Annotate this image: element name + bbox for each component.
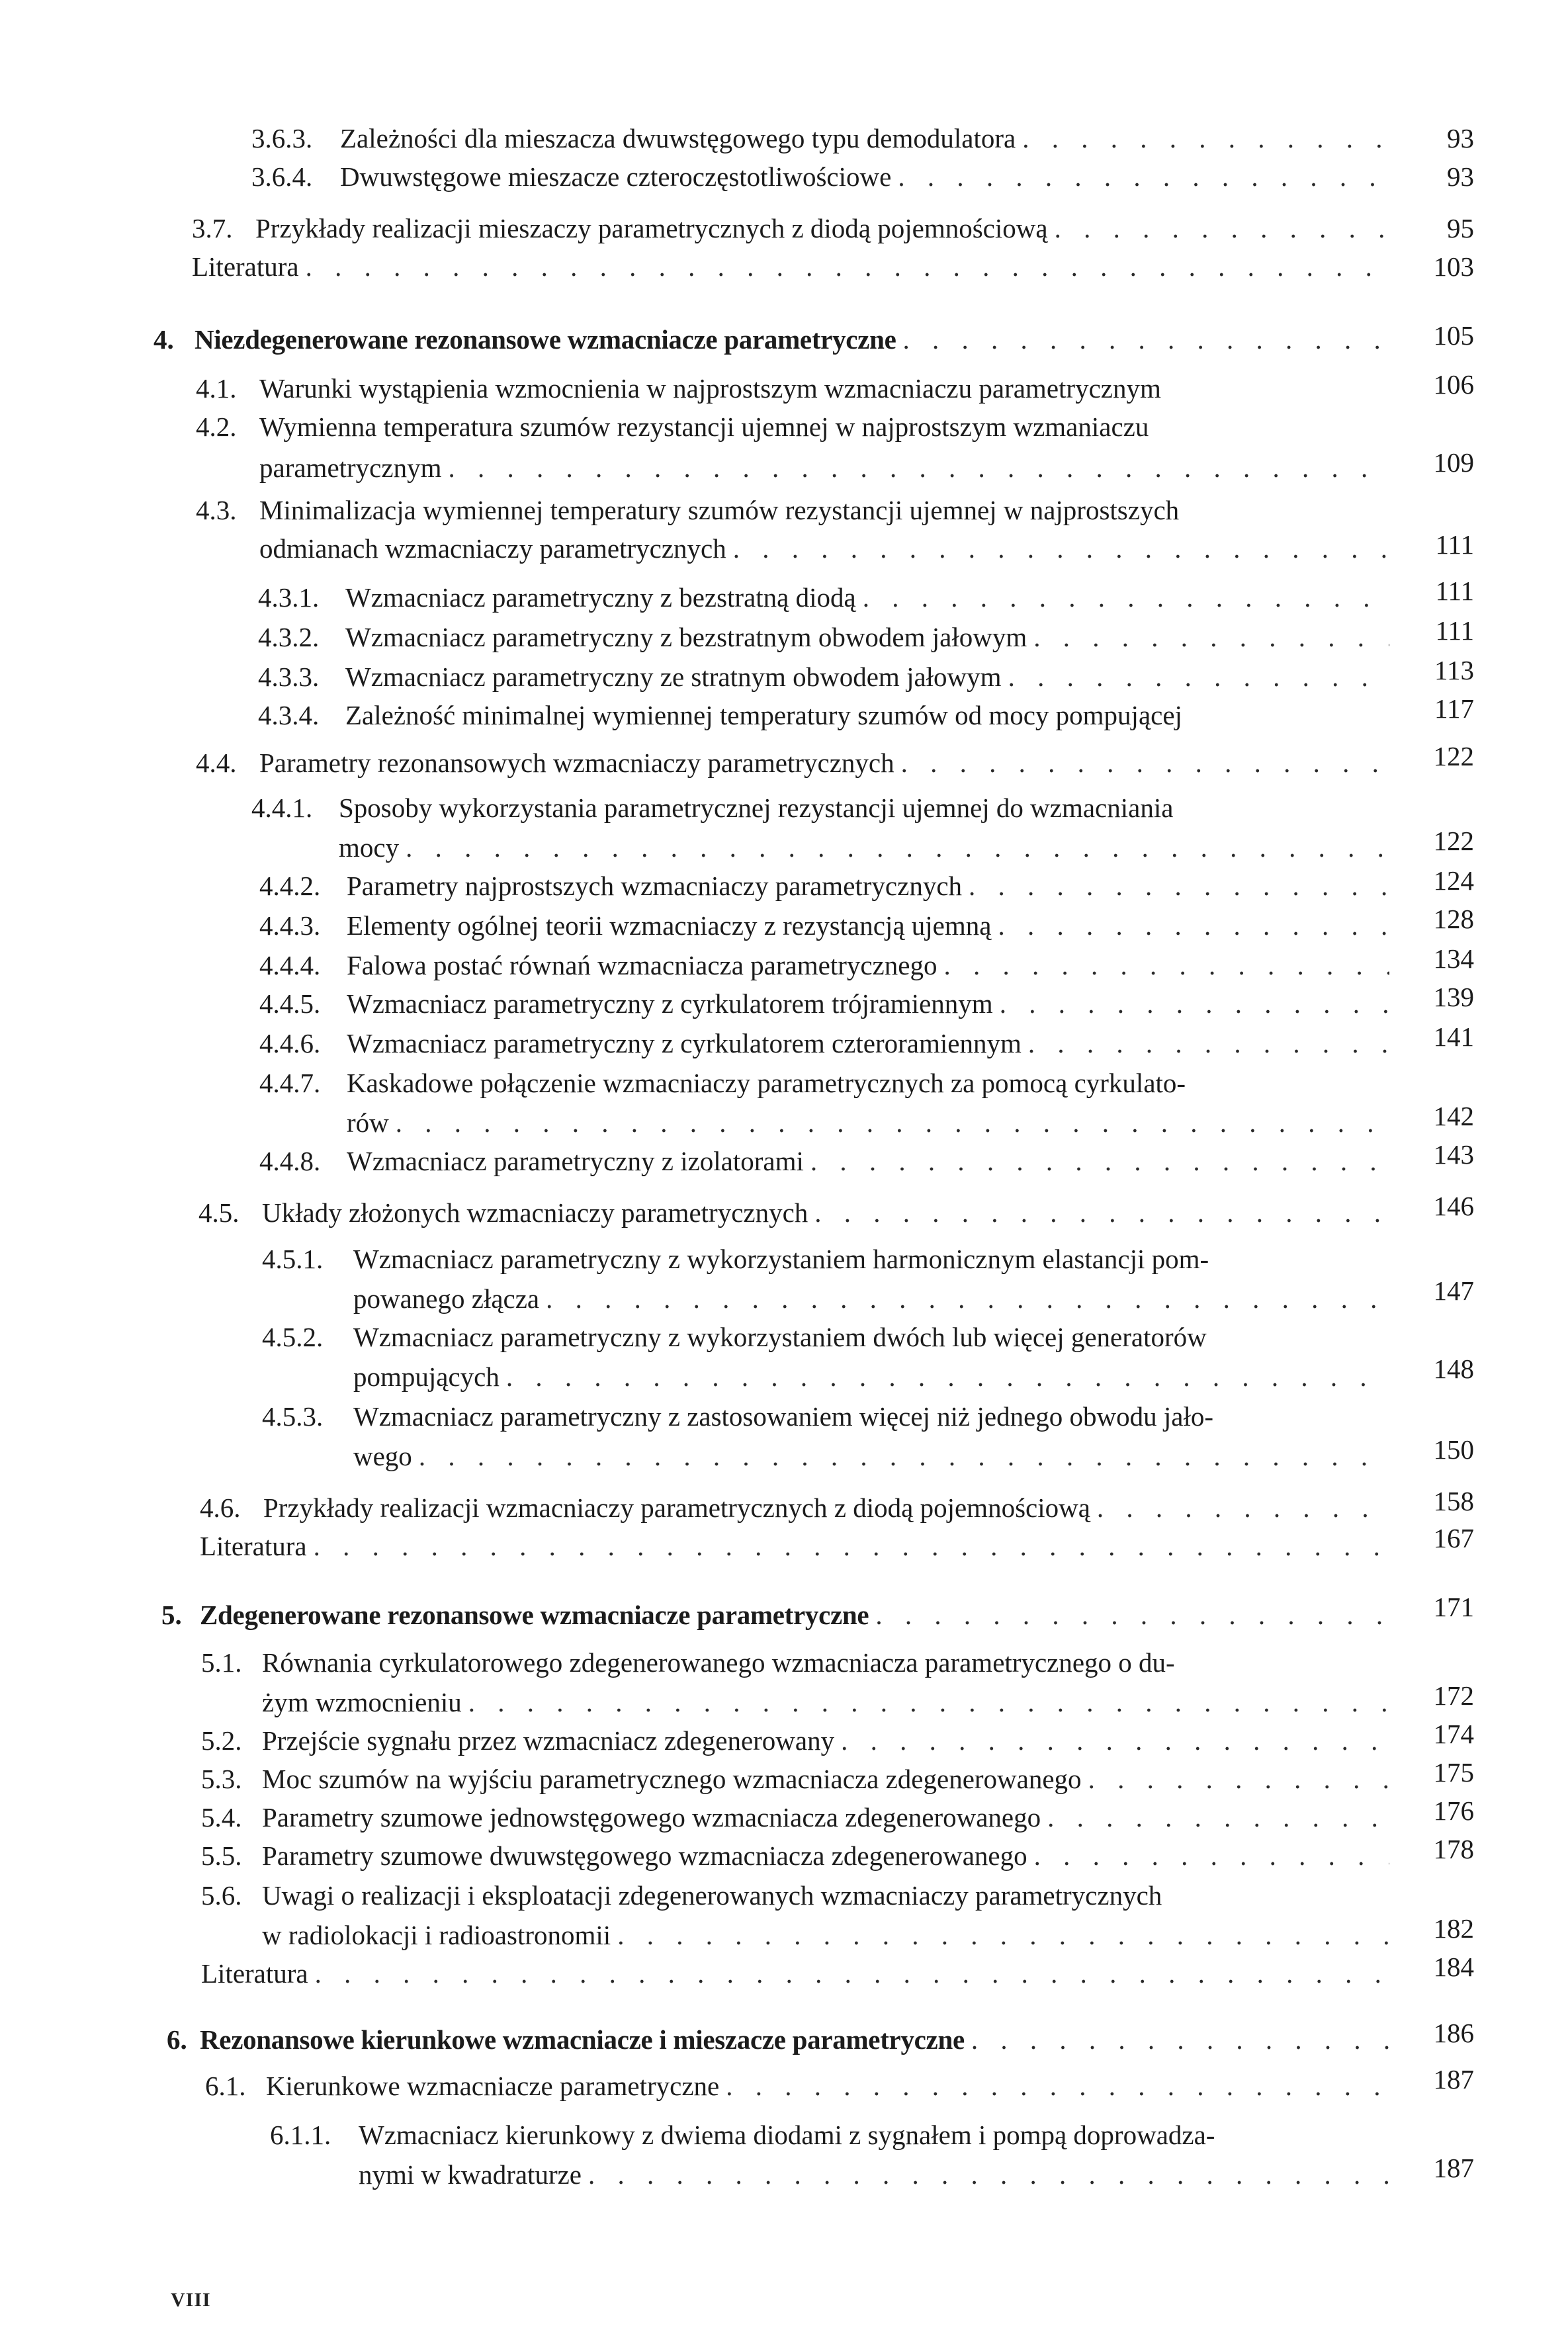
entry-title: Parametry najprostszych wzmacniaczy parametrycznych bbox=[347, 871, 963, 901]
entry-number: 4.4.5. bbox=[259, 988, 321, 1019]
entry-number: 3.7. bbox=[192, 213, 233, 243]
entry-title: Falowa postać równań wzmacniacza parametrycznego bbox=[347, 950, 937, 980]
entry-page: 122 bbox=[1433, 741, 1474, 771]
toc-entry-continuation bbox=[353, 1283, 1389, 1314]
entry-title-continuation: rów bbox=[347, 1107, 389, 1138]
toc-entry bbox=[201, 1880, 1389, 1911]
entry-number: 4.4. bbox=[196, 748, 237, 778]
entry-title: Zależności dla mieszacza dwuwstęgowego typu demodulatora bbox=[340, 123, 1016, 153]
leader-dots bbox=[863, 582, 1389, 613]
entry-page: 109 bbox=[1433, 447, 1474, 478]
entry-title-continuation: żym wzmocnieniu bbox=[262, 1687, 462, 1717]
leader-dots bbox=[546, 1283, 1389, 1314]
entry-title: Wzmacniacz parametryczny z izolatorami bbox=[347, 1146, 804, 1176]
entry-page: 111 bbox=[1435, 576, 1474, 606]
entry-number: 4.4.7. bbox=[259, 1068, 321, 1098]
entry-page: 174 bbox=[1433, 1719, 1474, 1749]
toc-entry bbox=[196, 495, 1389, 525]
toc-entry bbox=[258, 662, 1389, 692]
toc-entry bbox=[262, 1322, 1389, 1352]
toc-entry-continuation bbox=[339, 832, 1389, 863]
leader-dots bbox=[1088, 1764, 1389, 1794]
entry-number: 4.4.8. bbox=[259, 1146, 321, 1176]
entry-title-continuation: parametrycznym bbox=[259, 453, 442, 483]
entry-page: 139 bbox=[1433, 982, 1474, 1012]
toc-entry bbox=[259, 1068, 1389, 1098]
leader-dots bbox=[1000, 988, 1389, 1019]
entry-page: 150 bbox=[1433, 1434, 1474, 1465]
entry-title: Elementy ogólnej teorii wzmacniaczy z rezystancją ujemną bbox=[347, 910, 992, 941]
entry-title: Przejście sygnału przez wzmacniacz zdegenerowany bbox=[262, 1725, 835, 1756]
entry-page: 187 bbox=[1433, 2064, 1474, 2094]
leader-dots bbox=[396, 1107, 1389, 1138]
leader-dots bbox=[971, 2024, 1389, 2055]
entry-number: 4.3.4. bbox=[258, 700, 320, 730]
leader-dots bbox=[1033, 622, 1389, 652]
entry-page: 141 bbox=[1433, 1021, 1474, 1052]
toc-entry bbox=[196, 411, 1389, 442]
entry-title: Dwuwstęgowe mieszacze czteroczęstotliwościowe bbox=[340, 161, 892, 192]
toc-entry bbox=[262, 1244, 1389, 1274]
leader-dots bbox=[901, 748, 1389, 778]
leader-dots bbox=[419, 1441, 1389, 1471]
leader-dots bbox=[733, 533, 1389, 564]
toc-entry bbox=[251, 123, 1389, 153]
toc-chapter bbox=[167, 2024, 1389, 2055]
entry-title: Literatura bbox=[201, 1958, 308, 1989]
toc-entry bbox=[270, 2120, 1389, 2150]
toc-entry bbox=[201, 1840, 1389, 1871]
entry-number: 4.3.2. bbox=[258, 622, 320, 652]
leader-dots bbox=[1055, 213, 1389, 243]
entry-page: 122 bbox=[1433, 826, 1474, 856]
entry-title-continuation: mocy bbox=[339, 832, 400, 863]
entry-page: 134 bbox=[1433, 943, 1474, 974]
entry-number: 6.1. bbox=[205, 2071, 246, 2101]
entry-title: Kierunkowe wzmacniacze parametryczne bbox=[266, 2071, 720, 2101]
entry-page: 148 bbox=[1433, 1354, 1474, 1384]
toc-entry bbox=[251, 793, 1389, 823]
entry-title: Wzmacniacz parametryczny z wykorzystaniem harmonicznym elastancji pom- bbox=[353, 1244, 1209, 1274]
toc-entry bbox=[201, 1802, 1389, 1833]
leader-dots bbox=[943, 950, 1389, 980]
entry-page: 143 bbox=[1433, 1139, 1474, 1170]
entry-page: 171 bbox=[1433, 1592, 1474, 1622]
toc-entry bbox=[192, 251, 1389, 282]
toc-entry-continuation bbox=[353, 1441, 1389, 1471]
entry-number: 4.5. bbox=[198, 1197, 240, 1228]
entry-title-continuation: pompujących bbox=[353, 1361, 500, 1392]
entry-title-continuation: powanego złącza bbox=[353, 1283, 540, 1314]
entry-page: 186 bbox=[1433, 2018, 1474, 2048]
entry-number: 4.4.3. bbox=[259, 910, 321, 941]
entry-page: 175 bbox=[1433, 1757, 1474, 1788]
entry-title: Kaskadowe połączenie wzmacniaczy parametrycznych za pomocą cyrkulato- bbox=[347, 1068, 1186, 1098]
leader-dots bbox=[306, 251, 1389, 282]
entry-title-continuation: nymi w kwadraturze bbox=[359, 2159, 582, 2190]
entry-number: 5.6. bbox=[201, 1880, 242, 1911]
entry-page: 113 bbox=[1434, 655, 1474, 685]
chapter-title: Niezdegenerowane rezonansowe wzmacniacze parametryczne bbox=[195, 324, 896, 355]
leader-dots bbox=[810, 1146, 1389, 1176]
toc-entry bbox=[259, 988, 1389, 1019]
entry-page: 172 bbox=[1433, 1680, 1474, 1711]
leader-dots bbox=[1022, 123, 1389, 153]
chapter-number: 4. bbox=[153, 324, 174, 355]
entry-page: 184 bbox=[1433, 1952, 1474, 1982]
toc-entry-continuation bbox=[359, 2159, 1389, 2190]
leader-dots bbox=[726, 2071, 1389, 2101]
toc-entry bbox=[259, 871, 1389, 901]
leader-dots bbox=[841, 1725, 1389, 1756]
entry-page: 176 bbox=[1433, 1795, 1474, 1826]
toc-entry bbox=[201, 1764, 1389, 1794]
toc-entry bbox=[200, 1492, 1389, 1523]
entry-title: Wzmacniacz parametryczny z cyrkulatorem czteroramiennym bbox=[347, 1028, 1022, 1058]
toc-entry-continuation bbox=[262, 1687, 1389, 1717]
entry-number: 5.1. bbox=[201, 1647, 242, 1678]
entry-number: 4.5.1. bbox=[262, 1244, 324, 1274]
entry-number: 4.4.4. bbox=[259, 950, 321, 980]
entry-title: Przykłady realizacji mieszaczy parametrycznych z diodą pojemnościową bbox=[255, 213, 1048, 243]
leader-dots bbox=[588, 2159, 1389, 2190]
toc-entry bbox=[205, 2071, 1389, 2101]
entry-title: Wymienna temperatura szumów rezystancji ujemnej w najprostszym wzmaniaczu bbox=[259, 411, 1149, 442]
entry-title: Parametry szumowe dwuwstęgowego wzmacniacza zdegenerowanego bbox=[262, 1840, 1027, 1871]
toc-entry-continuation bbox=[259, 533, 1389, 564]
toc-entry bbox=[262, 1401, 1389, 1432]
toc-entry bbox=[201, 1958, 1389, 1989]
entry-title: Literatura bbox=[200, 1531, 307, 1561]
entry-page: 142 bbox=[1433, 1101, 1474, 1131]
entry-title: Uwagi o realizacji i eksploatacji zdegenerowanych wzmacniaczy parametrycznych bbox=[262, 1880, 1162, 1911]
entry-number: 4.3.1. bbox=[258, 582, 320, 613]
entry-page: 111 bbox=[1435, 615, 1474, 646]
entry-number: 4.2. bbox=[196, 411, 237, 442]
entry-page: 105 bbox=[1433, 320, 1474, 351]
toc-entry bbox=[258, 622, 1389, 652]
entry-title: Sposoby wykorzystania parametrycznej rezystancji ujemnej do wzmacniania bbox=[339, 793, 1174, 823]
leader-dots bbox=[506, 1361, 1389, 1392]
entry-page: 106 bbox=[1433, 369, 1474, 400]
leader-dots bbox=[314, 1531, 1389, 1561]
toc-entry bbox=[200, 1531, 1389, 1561]
chapter-title: Rezonansowe kierunkowe wzmacniacze i mieszacze parametryczne bbox=[200, 2024, 965, 2055]
entry-number: 4.3.3. bbox=[258, 662, 320, 692]
entry-number: 4.3. bbox=[196, 495, 237, 525]
entry-title: Warunki wystąpienia wzmocnienia w najprostszym wzmacniaczu parametrycznym bbox=[259, 373, 1161, 404]
entry-number: 5.4. bbox=[201, 1802, 242, 1833]
entry-number: 4.6. bbox=[200, 1492, 241, 1523]
leader-dots bbox=[468, 1687, 1389, 1717]
entry-page: 182 bbox=[1433, 1913, 1474, 1944]
leader-dots bbox=[617, 1920, 1389, 1950]
toc-entry bbox=[201, 1725, 1389, 1756]
entry-title-continuation: wego bbox=[353, 1441, 412, 1471]
toc-entry bbox=[196, 373, 1389, 404]
entry-page: 147 bbox=[1433, 1275, 1474, 1306]
entry-page: 187 bbox=[1433, 2153, 1474, 2183]
entry-title: Wzmacniacz parametryczny ze stratnym obwodem jałowym bbox=[345, 662, 1002, 692]
toc-entry bbox=[198, 1197, 1389, 1228]
entry-title: Wzmacniacz parametryczny z bezstratną diodą bbox=[345, 582, 856, 613]
toc-entry bbox=[251, 161, 1389, 192]
toc-entry-continuation bbox=[262, 1920, 1389, 1950]
chapter-number: 5. bbox=[161, 1600, 182, 1630]
toc-entry bbox=[192, 213, 1389, 243]
entry-title: Wzmacniacz parametryczny z wykorzystaniem dwóch lub więcej generatorów bbox=[353, 1322, 1207, 1352]
entry-page: 103 bbox=[1433, 251, 1474, 282]
toc-entry bbox=[196, 748, 1389, 778]
entry-title: Wzmacniacz parametryczny z cyrkulatorem trójramiennym bbox=[347, 988, 993, 1019]
toc-entry bbox=[259, 910, 1389, 941]
leader-dots bbox=[969, 871, 1389, 901]
entry-title: Wzmacniacz parametryczny z zastosowaniem więcej niż jednego obwodu jało- bbox=[353, 1401, 1214, 1432]
entry-title: Wzmacniacz parametryczny z bezstratnym obwodem jałowym bbox=[345, 622, 1027, 652]
leader-dots bbox=[1047, 1802, 1389, 1833]
leader-dots bbox=[898, 161, 1389, 192]
leader-dots bbox=[448, 453, 1389, 483]
leader-dots bbox=[875, 1600, 1389, 1630]
entry-number: 4.4.6. bbox=[259, 1028, 321, 1058]
toc-chapter bbox=[153, 324, 1389, 355]
entry-number: 3.6.4. bbox=[251, 161, 313, 192]
entry-title: Wzmacniacz kierunkowy z dwiema diodami z sygnałem i pompą doprowadza- bbox=[359, 2120, 1215, 2150]
entry-title: Przykłady realizacji wzmacniaczy parametrycznych z diodą pojemnościową bbox=[263, 1492, 1090, 1523]
entry-page: 167 bbox=[1433, 1523, 1474, 1553]
leader-dots bbox=[814, 1197, 1389, 1228]
leader-dots bbox=[406, 832, 1389, 863]
entry-page: 158 bbox=[1433, 1486, 1474, 1516]
leader-dots bbox=[902, 324, 1389, 355]
leader-dots bbox=[1034, 1840, 1389, 1871]
entry-page: 111 bbox=[1435, 529, 1474, 560]
page-folio: VIII bbox=[171, 2289, 211, 2311]
leader-dots bbox=[1028, 1028, 1389, 1058]
leader-dots bbox=[1008, 662, 1389, 692]
entry-page: 93 bbox=[1447, 161, 1474, 192]
leader-dots bbox=[998, 910, 1389, 941]
entry-page: 117 bbox=[1434, 693, 1474, 724]
entry-title: Zależność minimalnej wymiennej temperatury szumów od mocy pompującej bbox=[345, 700, 1182, 730]
entry-title-continuation: odmianach wzmacniaczy parametrycznych bbox=[259, 533, 726, 564]
entry-number: 3.6.3. bbox=[251, 123, 313, 153]
entry-number: 4.4.1. bbox=[251, 793, 313, 823]
entry-title: Równania cyrkulatorowego zdegenerowanego wzmacniacza parametrycznego o du- bbox=[262, 1647, 1175, 1678]
entry-number: 5.3. bbox=[201, 1764, 242, 1794]
toc-entry bbox=[259, 1028, 1389, 1058]
toc-entry bbox=[258, 700, 1389, 730]
entry-number: 4.5.2. bbox=[262, 1322, 324, 1352]
entry-page: 124 bbox=[1433, 865, 1474, 896]
entry-page: 95 bbox=[1447, 213, 1474, 243]
toc-chapter bbox=[161, 1600, 1389, 1630]
entry-title: Minimalizacja wymiennej temperatury szumów rezystancji ujemnej w najprostszych bbox=[259, 495, 1180, 525]
toc-entry bbox=[201, 1647, 1389, 1678]
toc-entry bbox=[259, 1146, 1389, 1176]
entry-title-continuation: w radiolokacji i radioastronomii bbox=[262, 1920, 611, 1950]
entry-title: Parametry szumowe jednowstęgowego wzmacniacza zdegenerowanego bbox=[262, 1802, 1041, 1833]
leader-dots bbox=[315, 1958, 1389, 1989]
chapter-number: 6. bbox=[167, 2024, 187, 2055]
entry-title: Literatura bbox=[192, 251, 299, 282]
entry-page: 178 bbox=[1433, 1834, 1474, 1864]
toc-entry-continuation bbox=[347, 1107, 1389, 1138]
toc-entry bbox=[259, 950, 1389, 980]
chapter-title: Zdegenerowane rezonansowe wzmacniacze parametryczne bbox=[200, 1600, 869, 1630]
entry-page: 128 bbox=[1433, 904, 1474, 934]
entry-number: 4.4.2. bbox=[259, 871, 321, 901]
toc-entry bbox=[258, 582, 1389, 613]
leader-dots bbox=[1097, 1492, 1389, 1523]
entry-page: 93 bbox=[1447, 123, 1474, 153]
entry-title: Moc szumów na wyjściu parametrycznego wzmacniacza zdegenerowanego bbox=[262, 1764, 1082, 1794]
entry-number: 5.2. bbox=[201, 1725, 242, 1756]
entry-number: 4.1. bbox=[196, 373, 237, 404]
entry-title: Parametry rezonansowych wzmacniaczy parametrycznych bbox=[259, 748, 894, 778]
entry-number: 6.1.1. bbox=[270, 2120, 331, 2150]
toc-entry-continuation bbox=[259, 453, 1389, 483]
entry-number: 4.5.3. bbox=[262, 1401, 324, 1432]
entry-number: 5.5. bbox=[201, 1840, 242, 1871]
toc-entry-continuation bbox=[353, 1361, 1389, 1392]
entry-page: 146 bbox=[1433, 1191, 1474, 1221]
entry-title: Układy złożonych wzmacniaczy parametrycznych bbox=[262, 1197, 808, 1228]
